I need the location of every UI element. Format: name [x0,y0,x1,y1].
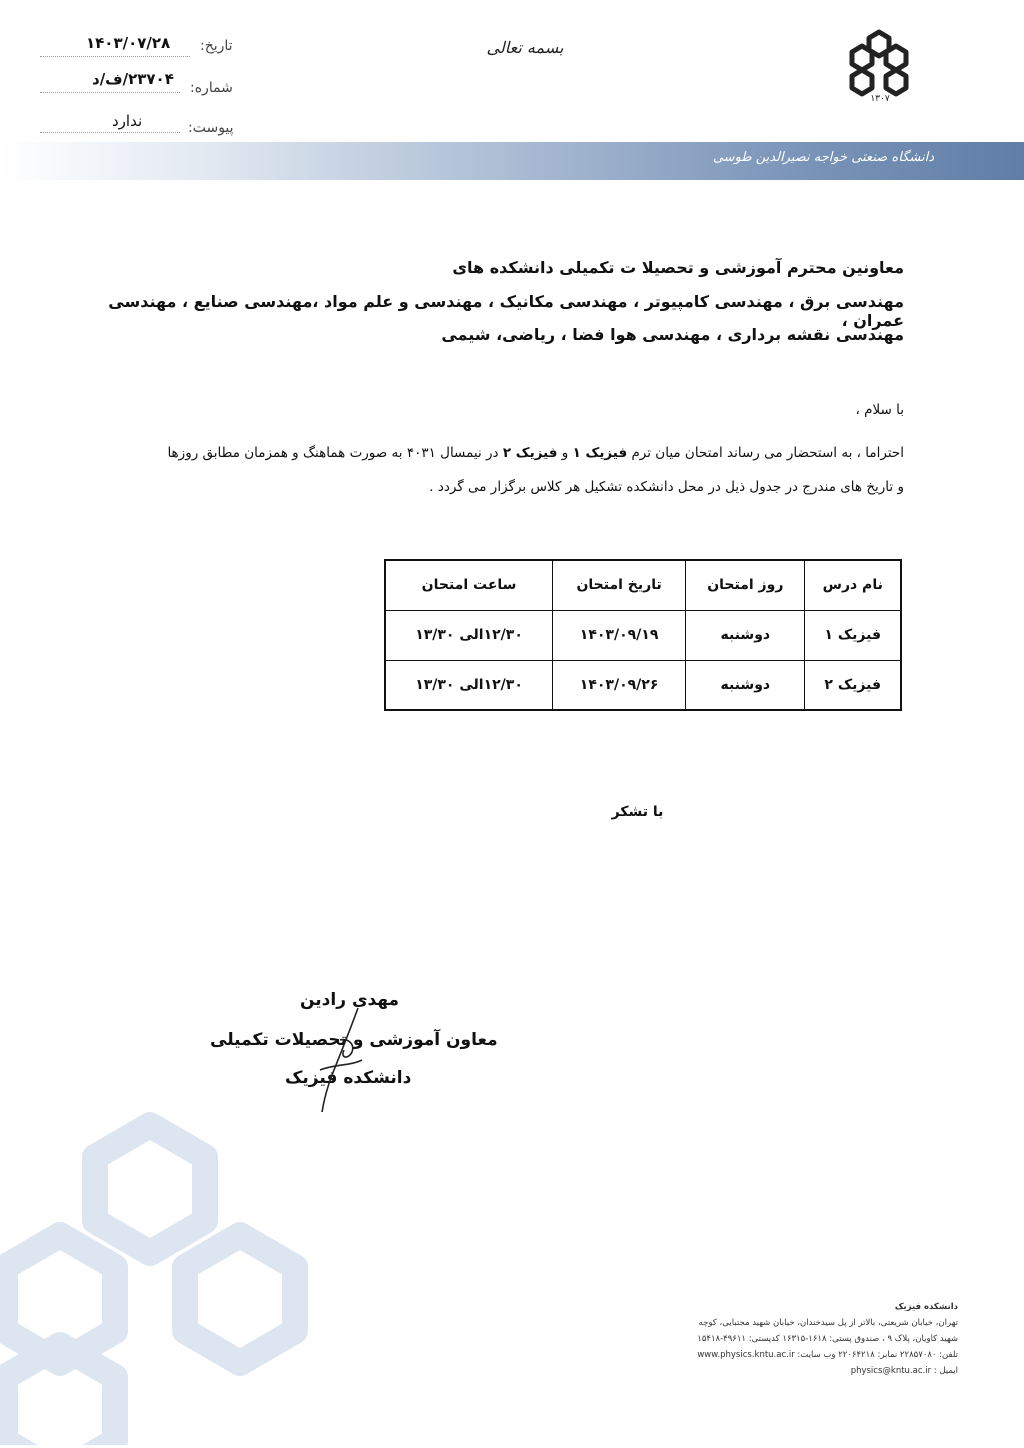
exam-table [384,559,902,711]
cell-course: فیزیک ۲ [805,660,901,710]
watermark-logo-icon [0,1105,320,1445]
header-time: ساعت امتحان [385,560,553,610]
date-label: تاریخ: [200,38,233,54]
attachment-label: پیوست: [188,120,234,136]
handwritten-signature [300,1000,380,1115]
header-course: نام درس [805,560,901,610]
cell-date: ۱۴۰۳/۰۹/۱۹ [553,610,686,660]
body-paragraph-2: و تاریخ های مندرج در جدول ذیل در محل دانشکده تشکیل هر کلاس برگزار می گردد . [429,479,904,495]
p1-text-c: و [557,445,573,461]
number-value: ۲۳۷۰۴/ف/د [92,70,174,88]
bismillah: بسمه تعالی [486,38,564,57]
date-value: ۱۴۰۳/۰۷/۲۸ [86,34,171,52]
attachment-underline [40,132,180,133]
p1-text-e: در نیمسال ۴۰۳۱ به صورت هماهنگ و همزمان مطابق روزها [167,445,503,461]
table-header-row [385,560,901,610]
footer-phone-website: تلفن: ۲۲۸۵۷۰۸۰ نمابر: ۲۲۰۶۴۲۱۸ وب سایت: www.physics.kntu.ac.ir [697,1350,958,1360]
p1-text-a: احتراما ، به استحضار می رساند امتحان میان ترم [627,445,904,461]
header-day: روز امتحان [686,560,805,610]
closing: با تشکر [611,804,664,820]
cell-time: ۱۲/۳۰الی ۱۳/۳۰ [385,610,553,660]
recipient-line-1: معاونین محترم آموزشی و تحصیلا ت تکمیلی دانشکده های [452,258,904,277]
recipient-line-3: مهندسی نقشه برداری ، مهندسی هوا فضا ، ریاضی، شیمی [441,325,904,344]
header-date: تاریخ امتحان [553,560,686,610]
course-1-emphasis: فیزیک ۱ [572,445,628,461]
recipient-line-2: مهندسی برق ، مهندسی کامپیوتر ، مهندسی مکانیک ، مهندسی و علم مواد ،مهندسی صنایع ، مهندسی عمران ، [108,292,904,330]
signatory-title: معاون آموزشی و تحصیلات تکمیلی [210,1030,498,1050]
cell-day: دوشنبه [686,660,805,710]
course-2-emphasis: فیزیک ۲ [502,445,558,461]
body-paragraph-1 [124,443,904,463]
cell-course: فیزیک ۱ [805,610,901,660]
university-logo [834,26,924,106]
cell-time: ۱۲/۳۰الی ۱۳/۳۰ [385,660,553,710]
university-name: دانشگاه صنعتی خواجه نصیرالدین طوسی [712,150,934,165]
table-row [385,610,901,660]
attachment-value: ندارد [112,112,143,130]
signatory-name: مهدی رادین [300,990,400,1010]
number-underline [40,92,180,93]
cell-day: دوشنبه [686,610,805,660]
date-underline [40,56,190,57]
table-row [385,660,901,710]
number-label: شماره: [190,80,233,96]
signatory-dept: دانشکده فیزیک [285,1068,412,1088]
footer-dept: دانشکده فیزیک [894,1302,958,1312]
cell-date: ۱۴۰۳/۰۹/۲۶ [553,660,686,710]
logo-year: ۱۳۰۷ [870,94,890,104]
footer-email: ایمیل : physics@kntu.ac.ir [850,1366,958,1376]
footer-address-2: شهید کاویان، پلاک ۹ ، صندوق پستی: ۱۶۱۸-۱۶۳۱۵ کدپستی: ۴۹۶۱۱-۱۵۴۱۸ [697,1334,958,1344]
footer-address-1: تهران، خیابان شریعتی، بالاتر از پل سیدخندان، خیابان شهید مجتبایی، کوچه [698,1318,958,1328]
greeting: با سلام ، [855,402,904,418]
